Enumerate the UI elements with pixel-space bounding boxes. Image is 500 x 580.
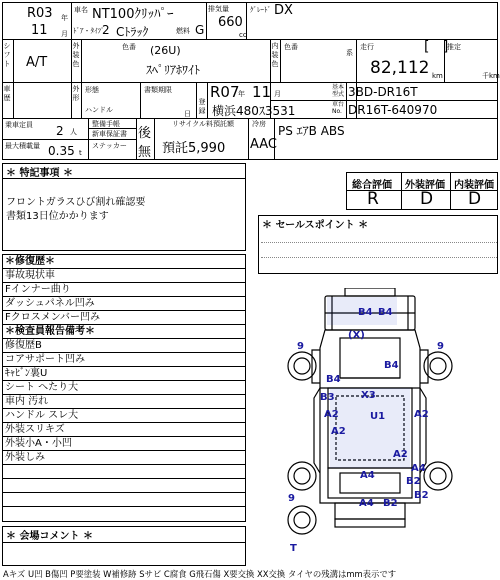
special-note-line-1: フロントガラスひび割れ確認要: [6, 197, 146, 208]
grade-label: ｸﾞﾚｰﾄﾞ: [250, 6, 271, 14]
chassis-value: DR16T-640970: [348, 103, 438, 117]
mark-b2-b: B2: [414, 490, 429, 501]
loading-unit: t: [79, 149, 82, 157]
fuel-value: G: [195, 23, 205, 37]
list-item: ハンドル スレ大: [3, 409, 245, 423]
body-type: Cﾄﾗｯｸ: [116, 25, 149, 39]
year-label: 年: [61, 14, 68, 22]
registration-label: 登録: [198, 98, 206, 115]
mark-t: T: [290, 543, 297, 554]
year-value: R03: [27, 6, 53, 21]
chassis-label: 車台No.: [332, 101, 345, 115]
mark-x-paren: (X): [348, 330, 365, 341]
empty-row: [3, 493, 245, 507]
list-item: 車内 汚れ: [3, 395, 245, 409]
mark-b4-mid: B4: [384, 360, 399, 371]
ac-value: AAC: [250, 137, 277, 152]
sales-point-title: ＊ セールスポイント ＊: [262, 220, 369, 231]
mark-a4-bot: A4: [359, 498, 374, 509]
assess-label: 推定: [447, 43, 461, 51]
mark-a4-mid: A4: [360, 470, 375, 481]
list-item: ＊検査員報告備考＊: [3, 325, 245, 339]
mileage-label: 走行: [360, 43, 374, 51]
mark-b4-top-right: B4: [378, 307, 393, 318]
mark-a2-a: A2: [324, 409, 339, 420]
base-model: 3BD-DR16T: [348, 85, 418, 99]
cc-label: cc: [239, 31, 247, 39]
mark-nine-tr: 9: [437, 341, 444, 352]
name-label: 車名: [74, 6, 88, 14]
special-note-line-2: 書類13日位かかります: [6, 211, 109, 222]
list-item: 外装しみ: [3, 451, 245, 465]
mark-a2-b: A2: [414, 409, 429, 420]
equipment-value: PS ｴｱB ABS: [278, 124, 345, 138]
color-code-label: 色番: [122, 43, 136, 51]
car-name: NT100ｸﾘｯﾊﾟｰ: [92, 7, 174, 22]
empty-row: [3, 479, 245, 493]
interior-color-code-label: 色番: [284, 43, 298, 51]
list-item: 修復歴B: [3, 339, 245, 353]
mark-b4-top-left: B4: [358, 307, 373, 318]
door-type-label: ﾄﾞｱ・ﾀｲﾌﾟ: [73, 27, 105, 35]
history-label: 車歴: [3, 85, 11, 102]
exterior-color-label: 外装色: [72, 42, 80, 68]
handle-label: ハンドル: [85, 106, 113, 114]
exterior-rating: D: [420, 189, 434, 209]
capacity-value: 2: [56, 124, 64, 138]
inspection-year-label: 年: [238, 90, 245, 98]
interior-color-label: 内装色: [271, 42, 279, 68]
exterior-rating-label: 外装評価: [405, 180, 445, 191]
thousand-km-label: 千km: [482, 72, 500, 80]
mark-u1: U1: [370, 411, 386, 422]
shape-label-text: 形態: [85, 86, 99, 94]
inspection-year: R07: [210, 83, 240, 101]
displacement-value: 660: [218, 15, 243, 30]
list-item: 外装小A・小凹: [3, 437, 245, 451]
day-label: 日: [184, 110, 191, 118]
grade-value: DX: [274, 3, 293, 18]
month-value: 11: [31, 23, 48, 38]
comment-title: ＊ 会場コメント ＊: [6, 531, 93, 542]
color-name: ｽﾍﾟﾘｱﾎﾜｲﾄ: [146, 63, 201, 77]
overall-rating-label: 総合評価: [352, 180, 392, 191]
list-item: コアサポート凹み: [3, 353, 245, 367]
legend-text: Aキズ U凹 B傷凹 P要塗装 W補修跡 Sサビ C腐食 G飛石傷 X要交換 XX交換 タイヤの残溝はmm表示です: [3, 569, 397, 579]
rear-value: 後: [138, 126, 152, 141]
interior-rating: D: [468, 189, 482, 209]
loading-value: 0.35: [48, 144, 75, 158]
fuel-label: 燃料: [176, 27, 190, 35]
mileage-bracket: [ ]: [424, 39, 449, 55]
loading-label: 最大積載量: [5, 142, 40, 150]
mileage-value: 82,112: [370, 58, 430, 78]
mark-a2-c: A2: [331, 426, 346, 437]
inspection-label: 書類期限: [144, 86, 172, 94]
km-label: km: [432, 72, 443, 80]
sticker-label: ステッカー: [92, 142, 127, 150]
mark-nine-bl: 9: [288, 493, 295, 504]
door-count: 2: [102, 23, 110, 37]
mark-x3: X3: [361, 390, 376, 401]
displacement-label: 排気量: [208, 5, 229, 13]
list-item: 外装スリキズ: [3, 423, 245, 437]
overall-rating: R: [367, 189, 379, 209]
mark-b4-lower: B4: [326, 374, 341, 385]
capacity-unit: 人: [70, 128, 77, 136]
interior-rating-label: 内装評価: [454, 180, 494, 191]
mark-nine-tl: 9: [297, 341, 304, 352]
list-item: Fインナー曲り: [3, 283, 245, 297]
list-item: ダッシュパネル凹み: [3, 297, 245, 311]
none-value: 無: [138, 145, 152, 160]
base-model-label: 基本型式: [332, 84, 345, 98]
cold-label: 冷房: [252, 120, 266, 128]
interior-suffix: 系: [346, 49, 353, 57]
empty-row: [3, 465, 245, 479]
mark-b2-a: B2: [406, 476, 421, 487]
list-item: シート へたり大: [3, 381, 245, 395]
inspection-month-label: 月: [274, 90, 281, 98]
list-item: Fクロスメンバー凹み: [3, 311, 245, 325]
mark-b2-bot: B2: [383, 498, 398, 509]
month-label: 月: [61, 30, 68, 38]
capacity-label: 乗車定員: [5, 121, 33, 129]
list-item: ｷｬﾋﾞﾝ裏U: [3, 367, 245, 381]
maintenance-label: 整備手帳: [92, 120, 120, 128]
inspection-month: 11: [252, 83, 272, 101]
new-car-label: 新車保証書: [92, 130, 127, 138]
mark-a4-right: A4: [411, 463, 426, 474]
mark-b3: B3: [320, 392, 335, 403]
registration-value: 横浜480ｽ3531: [212, 104, 296, 118]
special-notes-title: ＊ 特記事項 ＊: [6, 168, 73, 179]
list-item: ＊修復歴＊: [3, 255, 245, 269]
shift-label: シフト: [3, 42, 11, 68]
color-code: (26U): [150, 44, 181, 57]
shape-label: 外形: [72, 85, 80, 102]
list-item: 事故現状車: [3, 269, 245, 283]
shift-value: A/T: [26, 55, 48, 70]
recycle-value: 預託5,990: [162, 141, 226, 156]
mark-a2-d: A2: [393, 449, 408, 460]
recycle-label: リサイクル料預託額: [172, 120, 235, 128]
